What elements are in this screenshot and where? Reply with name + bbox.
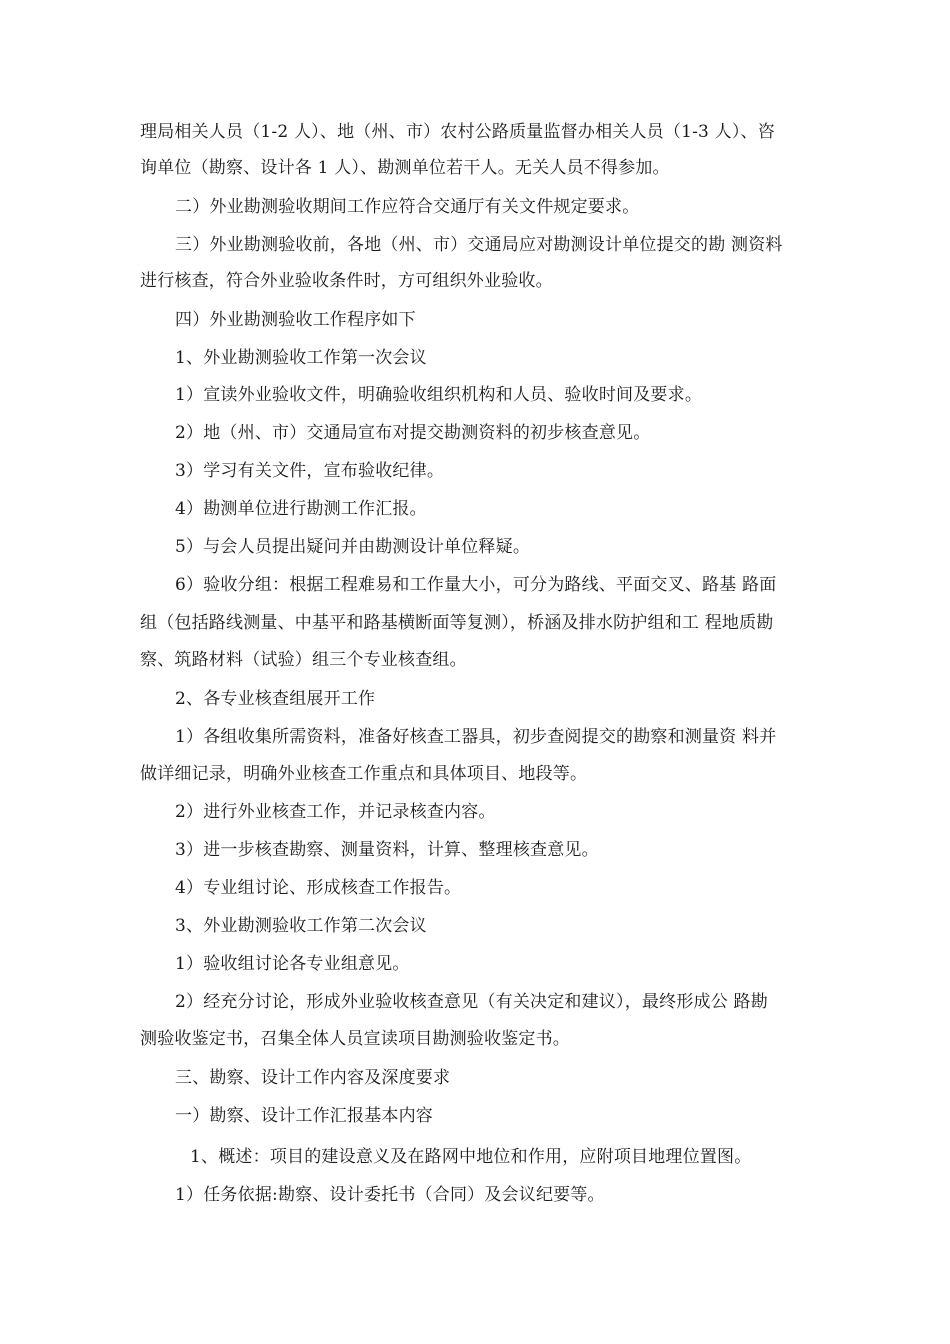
paragraph-line: 三）外业勘测验收前，各地（州、市）交通局应对勘测设计单位提交的勘 测资料 <box>175 235 783 255</box>
subsection-heading: 一）勘察、设计工作汇报基本内容 <box>175 1106 433 1126</box>
paragraph-line: 察、筑路材料（试验）组三个专业核查组。 <box>140 650 467 670</box>
paragraph-line: 1）宣读外业验收文件，明确验收组织机构和人员、验收时间及要求。 <box>175 385 703 405</box>
paragraph-line: 4）专业组讨论、形成核查工作报告。 <box>175 878 462 898</box>
paragraph-line: 1）任务依据:勘察、设计委托书（合同）及会议纪要等。 <box>175 1185 605 1205</box>
paragraph-line: 2）经充分讨论，形成外业验收核查意见（有关决定和建议），最终形成公 路勘 <box>175 992 768 1012</box>
paragraph-line: 5）与会人员提出疑问并由勘测设计单位释疑。 <box>175 537 531 557</box>
paragraph-line: 做详细记录，明确外业核查工作重点和具体项目、地段等。 <box>140 764 588 784</box>
paragraph-line: 1、外业勘测验收工作第一次会议 <box>175 348 427 368</box>
paragraph-line: 6）验收分组：根据工程难易和工作量大小，可分为路线、平面交叉、路基 路面 <box>175 575 777 595</box>
paragraph-line: 2）地（州、市）交通局宣布对提交勘测资料的初步核查意见。 <box>175 423 651 443</box>
paragraph-line: 2、各专业核查组展开工作 <box>175 689 376 709</box>
paragraph-line: 1）各组收集所需资料，准备好核查工器具，初步查阅提交的勘察和测量资 料并 <box>175 727 777 747</box>
paragraph-line: 理局相关人员（1-2 人）、地（州、市）农村公路质量监督办相关人员（1-3 人）、咨 <box>140 122 775 142</box>
paragraph-line: 组（包括路线测量、中基平和路基横断面等复测），桥涵及排水防护组和工 程地质勘 <box>140 613 774 633</box>
paragraph-line: 测验收鉴定书，召集全体人员宣读项目勘测验收鉴定书。 <box>140 1029 570 1049</box>
paragraph-line: 二）外业勘测验收期间工作应符合交通厅有关文件规定要求。 <box>175 197 640 217</box>
paragraph-line: 2）进行外业核查工作，并记录核查内容。 <box>175 802 496 822</box>
paragraph-line: 进行核查，符合外业验收条件时，方可组织外业验收。 <box>140 271 553 291</box>
paragraph-line: 3）进一步核查勘察、测量资料，计算、整理核查意见。 <box>175 840 599 860</box>
paragraph-line: 3）学习有关文件，宣布验收纪律。 <box>175 461 445 481</box>
paragraph-line: 1、概述：项目的建设意义及在路网中地位和作用，应附项目地理位置图。 <box>190 1147 752 1167</box>
paragraph-line: 1）验收组讨论各专业组意见。 <box>175 954 410 974</box>
paragraph-line: 4）勘测单位进行勘测工作汇报。 <box>175 499 427 519</box>
section-heading: 三、勘察、设计工作内容及深度要求 <box>175 1068 451 1088</box>
paragraph-line: 询单位（勘察、设计各 1 人）、勘测单位若干人。无关人员不得参加。 <box>140 158 670 178</box>
paragraph-line: 3、外业勘测验收工作第二次会议 <box>175 916 427 936</box>
paragraph-line: 四）外业勘测验收工作程序如下 <box>175 310 416 330</box>
